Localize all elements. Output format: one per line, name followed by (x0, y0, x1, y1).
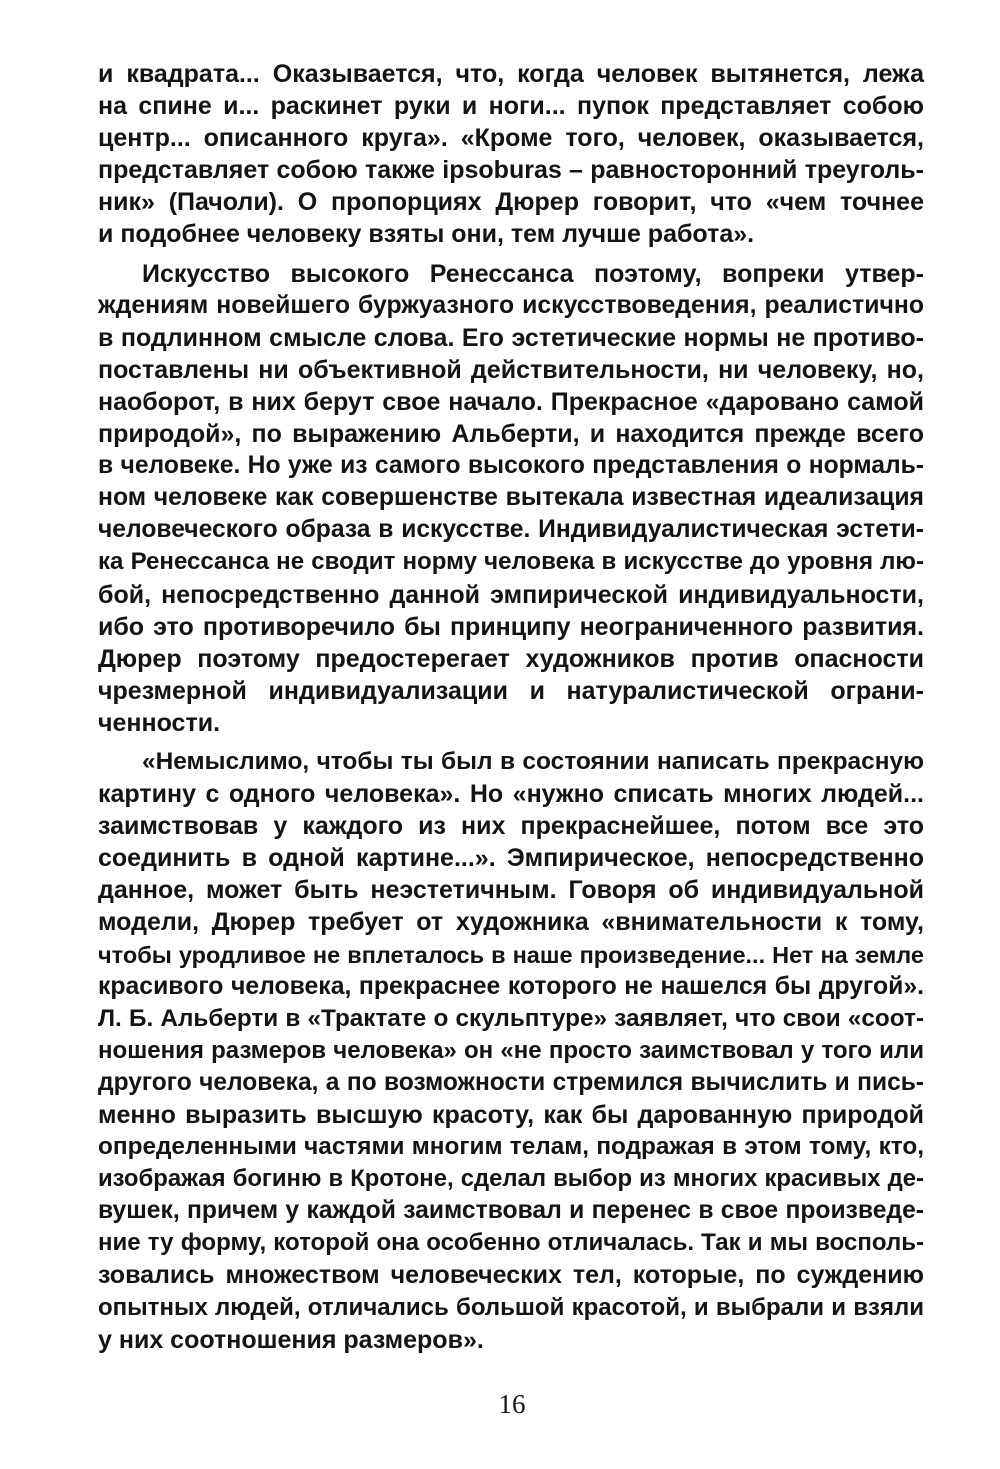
text-line: красивого человека, прекраснее которого не нашелся бы другой». (98, 972, 924, 1000)
text-line: определенными частями многим телам, подражая в этом тому, кто, (98, 1133, 924, 1161)
text-line: наоборот, в них берут свое начало. Прекрасное «даровано самой (98, 387, 924, 416)
text-line: соединить в одной картине...». Эмпирическое, непосредственно (98, 844, 924, 873)
text-line: вушек, причем у каждой заимствовал и перенес в свое произведе- (98, 1197, 924, 1225)
text-line: зовались множеством человеческих тел, которые, по суждению (98, 1261, 924, 1290)
text-line: и квадрата... Оказывается, что, когда человек вытянется, лежа (98, 60, 924, 88)
text-line: в подлинном смысле слова. Его эстетические нормы не противо- (98, 323, 924, 352)
text-line: другого человека, а по возможности стремился вычислить и пись- (98, 1068, 924, 1096)
text-line: менно выразить высшую красоту, как бы дарованную природой (98, 1101, 924, 1129)
text-line: Дюрер поэтому предостерегает художников против опасности (98, 644, 924, 673)
text-line: ник» (Пачоли). О пропорциях Дюрер говорит, что «чем точнее (98, 188, 924, 217)
text-line: бой, непосредственно данной эмпирической индивидуальности, (98, 580, 924, 609)
text-line: изображая богиню в Кротоне, сделал выбор из многих красивых де- (98, 1165, 924, 1193)
text-line: на спине и... раскинет руки и ноги... пупок представляет собою (98, 92, 924, 121)
text-line: ние ту форму, которой она особенно отличалась. Так и мы восполь- (98, 1229, 924, 1257)
text-line: модели, Дюрер требует от художника «внимательности к тому, (98, 908, 924, 937)
paragraph (98, 258, 924, 739)
text-line: картину с одного человека». Но «нужно списать многих людей... (98, 780, 924, 809)
text-line: «Немыслимо, чтобы ты был в состоянии написать прекрасную (142, 747, 924, 775)
page-number: 16 (498, 1389, 526, 1419)
page-body (98, 58, 924, 1356)
text-line: поставлены ни объективной действительности, ни человеку, но, (98, 355, 924, 384)
text-line: чрезмерной индивидуализации и натуралистической ограни- (98, 676, 924, 705)
paragraph (98, 58, 924, 251)
text-line: ибо это противоречило бы принципу неограниченного развития. (98, 612, 924, 641)
text-line: человеческого образа в искусстве. Индивидуалистическая эстети- (98, 516, 924, 544)
text-line: данное, может быть неэстетичным. Говоря об индивидуальной (98, 876, 924, 905)
text-line: у них соотношения размеров». (98, 1325, 484, 1354)
text-line: представляет собою также ipsoburas – равносторонний треуголь- (98, 156, 924, 185)
text-line: Л. Б. Альберти в «Трактате о скульптуре» заявляет, что свои «соот- (98, 1004, 924, 1032)
text-line: природой», по выражению Альберти, и находится прежде всего (98, 420, 924, 449)
text-line: в человеке. Но уже из самого высокого представления о нормаль- (98, 452, 924, 480)
text-line: опытных людей, отличались большой красотой, и выбрали и взяли (98, 1293, 924, 1321)
text-line: чтобы уродливое не вплеталось в наше произведение... Нет на земле (98, 941, 924, 968)
text-line: заимствовав у каждого из них прекраснейшее, потом все это (98, 812, 924, 841)
text-line: ченности. (98, 708, 221, 737)
text-line: центр... описанного круга». «Кроме того, человек, оказывается, (98, 124, 924, 153)
text-line: и подобнее человеку взяты они, тем лучше работа». (98, 220, 755, 249)
text-line: ном человеке как совершенстве вытекала известная идеализация (98, 484, 924, 512)
text-line: ждениям новейшего буржуазного искусствоведения, реалистично (98, 291, 924, 319)
text-line: ношения размеров человека» он «не просто заимствовал у того или (98, 1036, 924, 1064)
paragraph (98, 746, 924, 1356)
text-line: Искусство высокого Ренессанса поэтому, вопреки утвер- (142, 259, 924, 288)
text-line: ка Ренессанса не сводит норму человека в искусстве до уровня лю- (98, 548, 924, 576)
